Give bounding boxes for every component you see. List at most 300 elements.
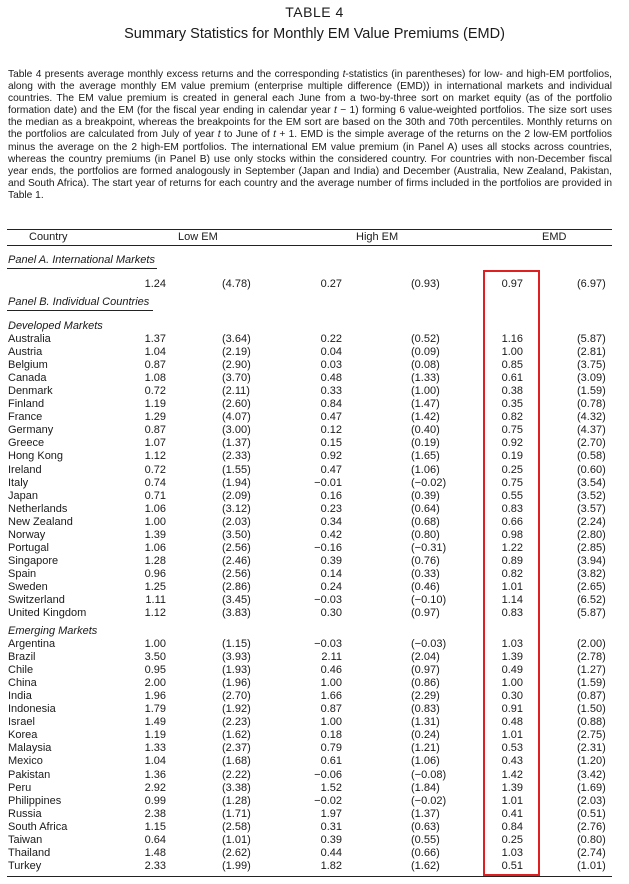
cell-low-em-tstat: (3.93) [222,651,251,664]
cell-country: Japan [8,489,38,502]
cell-emd-tstat: (1.01) [577,859,606,872]
cell-low-em-tstat: (4.07) [222,411,251,424]
cell-emd-tstat: (2.81) [577,346,606,359]
header-country: Country [29,231,68,243]
cell-emd-return: 1.22 [501,541,523,554]
cell-country: Pakistan [8,768,51,781]
cell-high-em-return: 0.47 [320,411,342,424]
cell-low-em-return: 1.00 [144,638,166,650]
cell-emd-return: 0.82 [501,567,523,580]
cell-emd-tstat: (6.97) [577,278,606,290]
cell-emd-return: 0.53 [501,742,523,755]
cell-low-em-return: 1.96 [144,690,166,703]
cell-low-em-return: 0.64 [144,833,166,846]
cell-high-em-tstat: (1.21) [411,742,440,755]
cell-low-em-tstat: (1.71) [222,807,251,820]
cell-high-em-tstat: (0.39) [411,489,440,502]
cell-emd-tstat: (1.59) [577,385,606,398]
cell-emd-tstat: (5.87) [577,333,606,345]
cell-high-em-tstat: (−0.03) [411,638,447,650]
cell-high-em-return: −0.03 [314,594,342,606]
cell-low-em-tstat: (1.68) [222,755,251,768]
cell-emd-tstat: (2.31) [577,742,606,755]
cell-low-em-tstat: (2.90) [222,359,251,372]
cell-country: South Africa [8,820,68,833]
cell-low-em-tstat: (1.55) [222,463,251,476]
cell-high-em-return: −0.06 [314,768,342,781]
cell-low-em-tstat: (1.92) [222,703,251,716]
header-low-em: Low EM [178,231,218,243]
cell-emd-return: 0.84 [501,820,523,833]
cell-high-em-tstat: (0.63) [411,820,440,833]
cell-low-em-tstat: (2.37) [222,742,251,755]
cell-country: Thailand [8,846,51,859]
cell-high-em-tstat: (1.47) [411,398,440,411]
cell-emd-return: 0.30 [501,690,523,703]
cell-emd-return: 1.01 [501,580,523,593]
cell-emd-return: 0.83 [501,607,523,620]
emd-highlight-box [483,270,540,876]
cell-country: Hong Kong [8,450,64,463]
cell-emd-tstat: (6.52) [577,594,606,606]
cell-low-em-tstat: (1.15) [222,638,251,650]
cell-emd-tstat: (1.50) [577,703,606,716]
cell-country: Taiwan [8,833,43,846]
cell-country: Switzerland [8,594,65,606]
cell-low-em-return: 1.28 [144,554,166,567]
panel-b-label: Panel B. Individual Countries [8,296,150,308]
cell-high-em-return: 1.00 [320,677,342,690]
cell-high-em-tstat: (0.86) [411,677,440,690]
cell-low-em-tstat: (2.60) [222,398,251,411]
cell-high-em-return: 0.16 [320,489,342,502]
cell-high-em-tstat: (0.83) [411,703,440,716]
cell-country: Denmark [8,385,53,398]
cell-emd-return: 1.03 [501,846,523,859]
cell-low-em-tstat: (1.62) [222,729,251,742]
cell-low-em-return: 1.36 [144,768,166,781]
cell-high-em-return: 0.39 [320,554,342,567]
cell-high-em-tstat: (0.19) [411,437,440,450]
bottom-rule [7,876,612,877]
cell-country: Norway [8,528,46,541]
cell-emd-return: 1.01 [501,729,523,742]
cell-low-em-tstat: (2.56) [222,541,251,554]
cell-low-em-return: 1.48 [144,846,166,859]
cell-emd-return: 0.43 [501,755,523,768]
cell-country: India [8,690,32,703]
cell-country: New Zealand [8,515,73,528]
cell-high-em-return: 0.39 [320,833,342,846]
cell-high-em-tstat: (0.09) [411,346,440,359]
cell-emd-tstat: (4.32) [577,411,606,424]
cell-emd-tstat: (2.70) [577,437,606,450]
cell-low-em-tstat: (3.50) [222,528,251,541]
cell-country: Australia [8,333,51,345]
cell-low-em-return: 1.39 [144,528,166,541]
cell-country: Brazil [8,651,36,664]
cell-emd-return: 0.97 [501,278,523,290]
cell-high-em-return: −0.03 [314,638,342,650]
cell-low-em-return: 0.71 [144,489,166,502]
cell-high-em-tstat: (−0.08) [411,768,447,781]
cell-high-em-tstat: (0.46) [411,580,440,593]
cell-emd-return: 0.83 [501,502,523,515]
cell-low-em-tstat: (2.33) [222,450,251,463]
cell-emd-return: 0.85 [501,359,523,372]
cell-low-em-return: 1.24 [144,278,166,290]
cell-emd-return: 1.00 [501,677,523,690]
cell-low-em-return: 1.04 [144,755,166,768]
cell-country: Philippines [8,794,62,807]
cell-low-em-return: 1.15 [144,820,166,833]
cell-emd-return: 0.91 [501,703,523,716]
cell-country: Indonesia [8,703,56,716]
cell-high-em-tstat: (0.97) [411,664,440,677]
cell-low-em-tstat: (3.64) [222,333,251,345]
cell-low-em-tstat: (2.86) [222,580,251,593]
cell-high-em-tstat: (0.24) [411,729,440,742]
cell-country: Canada [8,372,47,385]
cell-high-em-return: 0.31 [320,820,342,833]
cell-country: Malaysia [8,742,52,755]
cell-emd-tstat: (3.42) [577,768,606,781]
cell-low-em-return: 1.06 [144,502,166,515]
cell-country: Germany [8,424,54,437]
cell-high-em-return: −0.02 [314,794,342,807]
cell-high-em-tstat: (1.31) [411,716,440,729]
cell-low-em-return: 1.19 [144,729,166,742]
cell-country: Mexico [8,755,43,768]
cell-high-em-tstat: (2.04) [411,651,440,664]
cell-low-em-return: 1.79 [144,703,166,716]
cell-high-em-return: 1.97 [320,807,342,820]
cell-emd-tstat: (1.59) [577,677,606,690]
cell-emd-tstat: (3.52) [577,489,606,502]
cell-high-em-tstat: (0.52) [411,333,440,345]
cell-high-em-tstat: (0.55) [411,833,440,846]
cell-emd-return: 0.55 [501,489,523,502]
cell-low-em-tstat: (2.03) [222,515,251,528]
cell-emd-tstat: (3.57) [577,502,606,515]
cell-emd-return: 0.75 [501,424,523,437]
cell-emd-return: 0.82 [501,411,523,424]
cell-emd-return: 1.01 [501,794,523,807]
cell-low-em-tstat: (2.70) [222,690,251,703]
cell-high-em-return: 1.00 [320,716,342,729]
cell-emd-tstat: (2.76) [577,820,606,833]
cell-low-em-tstat: (1.93) [222,664,251,677]
cell-low-em-tstat: (2.19) [222,346,251,359]
cell-high-em-return: 0.22 [320,333,342,345]
cell-emd-tstat: (0.80) [577,833,606,846]
cell-emd-return: 0.25 [501,833,523,846]
cell-low-em-tstat: (2.23) [222,716,251,729]
cell-country: Chile [8,664,34,677]
cell-emd-return: 1.39 [501,651,523,664]
cell-emd-return: 1.14 [501,594,523,606]
cell-high-em-tstat: (0.97) [411,607,440,620]
cell-emd-tstat: (0.87) [577,690,606,703]
cell-low-em-return: 1.08 [144,372,166,385]
cell-high-em-tstat: (1.06) [411,463,440,476]
cell-high-em-return: 0.48 [320,372,342,385]
cell-emd-tstat: (2.65) [577,580,606,593]
cell-emd-return: 0.41 [501,807,523,820]
cell-country: Austria [8,346,43,359]
emerging-markets-label: Emerging Markets [8,625,98,637]
cell-low-em-return: 1.12 [144,450,166,463]
cell-high-em-return: 0.04 [320,346,342,359]
cell-high-em-tstat: (2.29) [411,690,440,703]
cell-country: Netherlands [8,502,68,515]
cell-emd-return: 0.38 [501,385,523,398]
cell-emd-tstat: (2.74) [577,846,606,859]
cell-emd-return: 0.35 [501,398,523,411]
cell-high-em-tstat: (−0.10) [411,594,447,606]
cell-emd-tstat: (3.94) [577,554,606,567]
cell-high-em-tstat: (−0.02) [411,476,447,489]
cell-emd-return: 1.16 [501,333,523,345]
cell-high-em-tstat: (0.08) [411,359,440,372]
cell-low-em-tstat: (1.28) [222,794,251,807]
cell-high-em-tstat: (0.76) [411,554,440,567]
cell-high-em-return: 0.42 [320,528,342,541]
cell-emd-tstat: (0.51) [577,807,606,820]
cell-low-em-tstat: (2.11) [222,385,250,398]
cell-high-em-return: 0.03 [320,359,342,372]
cell-emd-return: 0.51 [501,859,523,872]
cell-emd-return: 0.25 [501,463,523,476]
cell-low-em-return: 1.06 [144,541,166,554]
cell-low-em-return: 1.19 [144,398,166,411]
cell-low-em-return: 0.87 [144,424,166,437]
top-rule [7,229,612,230]
cell-low-em-return: 1.04 [144,346,166,359]
cell-low-em-return: 2.00 [144,677,166,690]
cell-low-em-return: 0.99 [144,794,166,807]
cell-country: Ireland [8,463,42,476]
panel-a-underline [7,268,157,269]
cell-emd-return: 1.39 [501,781,523,794]
cell-emd-return: 0.19 [501,450,523,463]
table-caption: Table 4 presents average monthly excess returns and the corresponding t-statistics (in parentheses) for low- and high-EM portfolios, along with the average monthly EM value premium (enterprise multiple difference (EMD)) in international markets and individual countries. The EM value premium is created in general each June from a two-by-three sort on market equity (as of the portfolio formation date) and the EM (for the fiscal year ending in calendar year t − 1) forming 6 value-weighted portfolios. The size sort uses the median as a breakpoint, whereas the breakpoints for the EM sort are based on the 30th and 70th percentiles. Monthly returns on the portfolios are calculated from July of year t to June of t + 1. EMD is the simple average of the returns on the 2 low-EM portfolios minus the average on the 2 high-EM portfolios. The international EM value premium (in Panel A) uses all stocks across countries, whereas the country premiums (in Panel B) use only stocks within the considered country. For countries with non-December fiscal year ends, the portfolios are formed analogously in September (Japan and India) and December (Australia, New Zealand, Pakistan, and South Africa). The start year of returns for each country and the average number of firms included in the portfolios are provided in Table 1. [8,69,613,201]
cell-high-em-return: 0.33 [320,385,342,398]
cell-low-em-tstat: (3.45) [222,594,251,606]
table-title: TABLE 4 [285,4,344,20]
cell-emd-return: 0.66 [501,515,523,528]
cell-country: France [8,411,43,424]
panel-a-label: Panel A. International Markets [8,254,155,266]
cell-high-em-return: 0.27 [320,278,342,290]
cell-emd-tstat: (3.54) [577,476,606,489]
header-emd: EMD [542,231,567,243]
cell-low-em-tstat: (2.46) [222,554,251,567]
cell-emd-return: 0.48 [501,716,523,729]
cell-emd-tstat: (1.27) [577,664,606,677]
cell-emd-return: 0.98 [501,528,523,541]
cell-high-em-return: 0.47 [320,463,342,476]
cell-country: Russia [8,807,42,820]
cell-high-em-tstat: (0.33) [411,567,440,580]
cell-low-em-return: 1.49 [144,716,166,729]
cell-high-em-return: 0.12 [320,424,342,437]
cell-emd-tstat: (4.37) [577,424,606,437]
cell-low-em-tstat: (2.22) [222,768,251,781]
cell-low-em-tstat: (2.58) [222,820,251,833]
cell-low-em-tstat: (2.09) [222,489,251,502]
cell-high-em-tstat: (1.00) [411,385,440,398]
cell-emd-tstat: (0.58) [577,450,606,463]
cell-emd-return: 1.03 [501,638,523,650]
cell-high-em-tstat: (1.37) [411,807,440,820]
cell-country: Belgium [8,359,48,372]
cell-country: Italy [8,476,29,489]
cell-emd-tstat: (3.09) [577,372,606,385]
cell-emd-tstat: (2.78) [577,651,606,664]
cell-high-em-return: −0.16 [314,541,342,554]
cell-low-em-tstat: (2.56) [222,567,251,580]
cell-high-em-tstat: (−0.02) [411,794,447,807]
cell-low-em-return: 0.95 [144,664,166,677]
cell-low-em-tstat: (3.12) [222,502,251,515]
cell-high-em-return: 0.14 [320,567,342,580]
cell-emd-tstat: (2.00) [577,638,606,650]
cell-low-em-tstat: (1.37) [222,437,251,450]
cell-high-em-return: 0.44 [320,846,342,859]
cell-emd-tstat: (5.87) [577,607,606,620]
cell-emd-tstat: (2.85) [577,541,606,554]
cell-emd-return: 0.61 [501,372,523,385]
cell-high-em-return: 0.46 [320,664,342,677]
cell-emd-return: 0.49 [501,664,523,677]
cell-high-em-tstat: (1.06) [411,755,440,768]
cell-country: Turkey [8,859,42,872]
cell-low-em-tstat: (1.94) [222,476,251,489]
cell-emd-tstat: (0.88) [577,716,606,729]
cell-low-em-return: 0.74 [144,476,166,489]
cell-high-em-tstat: (−0.31) [411,541,447,554]
cell-high-em-return: 0.23 [320,502,342,515]
cell-low-em-return: 1.37 [144,333,166,345]
cell-country: China [8,677,37,690]
cell-high-em-return: 0.61 [320,755,342,768]
cell-low-em-tstat: (2.62) [222,846,251,859]
cell-emd-tstat: (2.24) [577,515,606,528]
header-high-em: High EM [356,231,399,243]
cell-low-em-tstat: (1.01) [222,833,251,846]
cell-high-em-return: 1.66 [320,690,342,703]
cell-high-em-return: 0.15 [320,437,342,450]
cell-high-em-return: 0.87 [320,703,342,716]
cell-low-em-tstat: (3.00) [222,424,251,437]
cell-country: Finland [8,398,45,411]
cell-high-em-return: 0.34 [320,515,342,528]
cell-low-em-tstat: (3.83) [222,607,251,620]
cell-high-em-return: 0.84 [320,398,342,411]
cell-country: Israel [8,716,35,729]
developed-markets-label: Developed Markets [8,320,103,332]
cell-high-em-return: 0.92 [320,450,342,463]
cell-low-em-return: 0.72 [144,385,166,398]
cell-emd-tstat: (1.20) [577,755,606,768]
cell-low-em-tstat: (1.99) [222,859,251,872]
cell-high-em-return: 0.18 [320,729,342,742]
cell-emd-tstat: (3.75) [577,359,606,372]
cell-high-em-tstat: (0.40) [411,424,440,437]
cell-low-em-tstat: (4.78) [222,278,251,290]
cell-emd-return: 0.89 [501,554,523,567]
cell-low-em-return: 1.11 [145,594,166,606]
cell-high-em-tstat: (0.66) [411,846,440,859]
cell-emd-tstat: (3.82) [577,567,606,580]
cell-country: Sweden [8,580,48,593]
cell-high-em-tstat: (1.62) [411,859,440,872]
cell-country: Spain [8,567,37,580]
cell-emd-tstat: (1.69) [577,781,606,794]
cell-country: Peru [8,781,32,794]
cell-emd-tstat: (2.80) [577,528,606,541]
cell-country: Korea [8,729,38,742]
cell-low-em-return: 1.33 [144,742,166,755]
cell-high-em-tstat: (1.33) [411,372,440,385]
cell-country: Singapore [8,554,59,567]
cell-high-em-tstat: (0.68) [411,515,440,528]
cell-high-em-tstat: (1.84) [411,781,440,794]
cell-high-em-tstat: (0.64) [411,502,440,515]
cell-low-em-return: 0.87 [144,359,166,372]
cell-emd-tstat: (0.78) [577,398,606,411]
cell-emd-return: 1.00 [501,346,523,359]
cell-emd-tstat: (2.03) [577,794,606,807]
cell-low-em-return: 1.07 [144,437,166,450]
cell-low-em-tstat: (3.70) [222,372,251,385]
cell-emd-tstat: (2.75) [577,729,606,742]
cell-country: Argentina [8,638,56,650]
cell-high-em-tstat: (1.65) [411,450,440,463]
cell-low-em-return: 2.92 [144,781,166,794]
table-subtitle: Summary Statistics for Monthly EM Value Premiums (EMD) [124,26,505,42]
cell-low-em-return: 1.00 [144,515,166,528]
cell-high-em-return: 0.79 [320,742,342,755]
cell-emd-tstat: (0.60) [577,463,606,476]
cell-low-em-return: 1.25 [144,580,166,593]
cell-high-em-return: 0.24 [320,580,342,593]
cell-high-em-return: 2.11 [321,651,342,664]
cell-low-em-tstat: (3.38) [222,781,251,794]
cell-low-em-return: 2.38 [144,807,166,820]
cell-country: Greece [8,437,45,450]
cell-low-em-tstat: (1.96) [222,677,251,690]
cell-high-em-return: 1.82 [320,859,342,872]
cell-high-em-tstat: (0.93) [411,278,440,290]
cell-low-em-return: 0.96 [144,567,166,580]
cell-low-em-return: 1.12 [144,607,166,620]
header-rule [7,245,612,246]
cell-low-em-return: 1.29 [144,411,166,424]
cell-high-em-tstat: (1.42) [411,411,440,424]
cell-high-em-tstat: (0.80) [411,528,440,541]
cell-high-em-return: −0.01 [314,476,342,489]
cell-low-em-return: 3.50 [144,651,166,664]
cell-country: United Kingdom [8,607,87,620]
cell-country: Portugal [8,541,49,554]
panel-b-underline [7,310,153,311]
cell-high-em-return: 0.30 [320,607,342,620]
cell-low-em-return: 2.33 [144,859,166,872]
cell-emd-return: 0.75 [501,476,523,489]
cell-low-em-return: 0.72 [144,463,166,476]
